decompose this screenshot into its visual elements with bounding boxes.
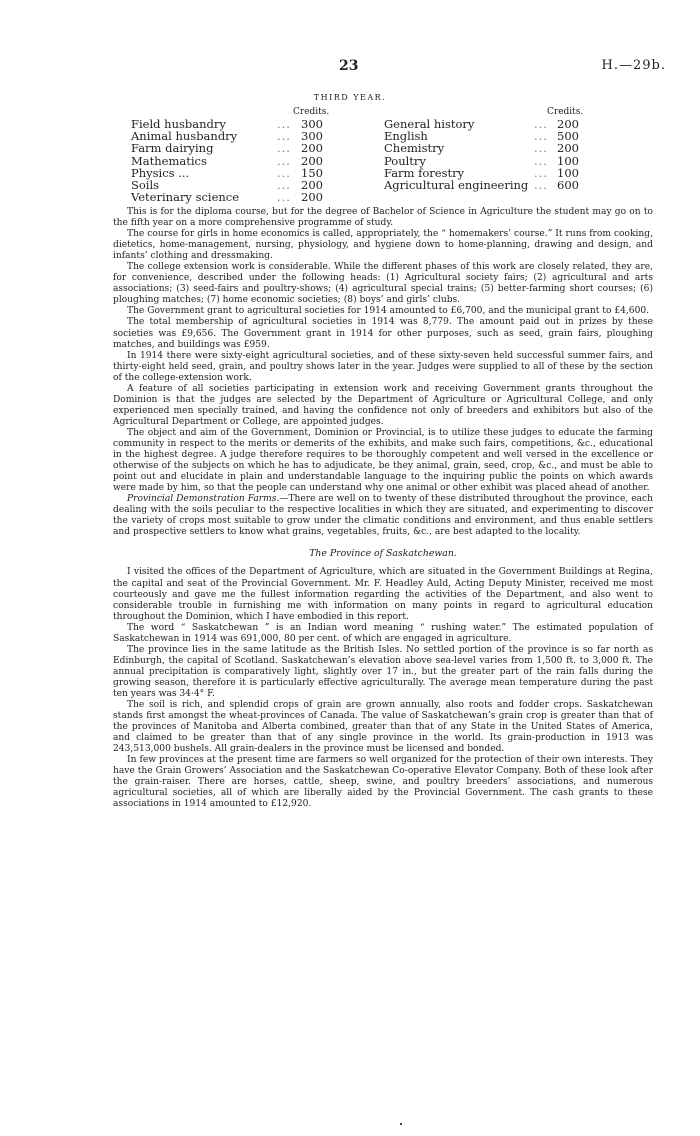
subject-name: Chemistry [384,141,445,156]
credit-value: 100 [557,165,579,180]
paragraph: In few provinces at the present time are farmers so well organized for the protection of their own interests. They have the Grain Growers’ Association and the Saskatchewan Co-operative Elevator Company. Both of these look after the grain-raiser. There are horses, cattle, sheep, swine, and poultry breeders’ associations, and numerous agricultural societies, all of which are liberally aided by the Provincial Government. The cash grants to these associations in 1914 amounted to £12,920. [113,755,653,810]
subject-name: Physics ... [131,165,190,180]
paragraph: A feature of all societies participating in extension work and receiving Government grants throughout the Dominion is that the judges are selected by the Department of Agriculture or Agricultural College, and only experienced men specially trained, and having the confidence not only of breeders and exhibitors but also of the Agricultural Department or College, are appointed judges. [113,383,653,427]
page-header [0,58,700,78]
leader-dots: ... [534,177,548,192]
subject-name: Veterinary science [131,190,240,205]
leader-dots: ... [277,117,291,131]
leader-dots: ... [277,153,291,168]
leader-dots: ... [277,129,291,144]
credit-value: 150 [301,165,323,180]
credit-value: 100 [557,153,579,168]
subject-name: Soils [131,177,160,192]
leader-dots: ... [534,153,548,168]
page-number: 23 [339,58,359,74]
credit-value: 200 [301,190,323,205]
subject-name: Animal husbandry [131,129,238,144]
leader-dots: ... [534,129,548,144]
leader-dots: ... [277,190,291,205]
paragraph-text: —There are well on to twenty of these distributed throughout the province, each dealing with the soils peculiar to the respective localities in which they are situated, and experimenting to discover the variety of crops most suitable to grow under the climatic conditions and environment, and thus enable settlers and prospective settlers to know what grains, vegetables, fruits, &c., are best adapted to the locality. [113,494,653,538]
subject-name: Farm dairying [131,141,214,156]
paragraph: The course for girls in home economics is called, appropriately, the “ homemakers’ course.” It runs from cooking, dietetics, home-management, nursing, physiology, and hygiene down to home-planning, drawing and design, and infants’ clothing and dressmaking. [113,229,653,262]
subject-name: Agricultural engineering [384,177,529,192]
subject-name: Poultry [384,153,426,168]
credit-value: 200 [557,117,579,131]
paragraph: This is for the diploma course, but for the degree of Bachelor of Science in Agriculture the student may go on to the fifth year on a more comprehensive programme of study. [113,207,653,229]
credits-label-left: Credits. [293,107,330,117]
paragraph: The word “ Saskatchewan ” is an Indian word meaning “ rushing water.” The estimated population of Saskatchewan in 1914 was 691,000, 80 per cent. of which are engaged in agriculture. [113,622,653,644]
paragraph-demonstration-farms [113,494,653,538]
credit-value: 500 [557,129,579,144]
subject-name: Farm forestry [384,165,465,180]
table-row [384,179,604,191]
paragraph: The Government grant to agricultural societies for 1914 amounted to £6,700, and the municipal grant to £4,600. [127,306,650,317]
table-row [131,142,331,154]
body-text [113,207,653,810]
credit-value: 200 [301,177,323,192]
leader-dots: ... [277,177,291,192]
paragraph: The object and aim of the Government, Dominion or Provincial, is to utilize these judges to educate the farming community in respect to the merits or demerits of the exhibits, and make such fairs, competitions, &c., educational in the highest degree. A judge therefore requires to be thoroughly competent and well versed in the excellence or otherwise of the subjects on which he has to adjudicate, be they animal, grain, seed, crop, &c., and must be able to point out and elucidate in plain and understandable language to the inquiring public the points on which awards were made by him, so that the people can understand why one animal or other exhibit was placed ahead of another. [113,427,653,494]
leader-dots: ... [534,117,548,131]
leader-dots: ... [534,141,548,156]
table-row [384,142,604,154]
paragraph: The province lies in the same latitude as the British Isles. No settled portion of the province is so far north as Edinburgh, the capital of Scotland. Saskatchewan’s elevation above sea-level varies from 1,500 ft. to 3,000 ft. The annual precipitation is comparatively light, slightly over 17 in., but the greater part of the rain falls during the growing season, therefore it is particularly effective agriculturally. The average mean temperature during the past ten years was 34·4° F. [113,644,653,699]
document-reference: H.—29b. [601,58,666,73]
subject-name: English [384,129,428,144]
table-row [131,191,331,203]
paragraph: I visited the offices of the Department of Agriculture, which are situated in the Government Buildings at Regina, the capital and seat of the Provincial Government. Mr. F. Headley Auld, Acting Deputy Minister, received me most courteously and gave me the fullest information regarding the activities of the Department, and also went to considerable trouble in furnishing me with information on many points in regard to agricultural education throughout the Dominion, which I have embodied in this report. [113,567,653,622]
leader-dots: ... [277,141,291,156]
leader-dots: ... [534,165,548,180]
credit-value: 200 [557,141,579,156]
credits-table-right [384,118,604,191]
credits-label-right: Credits. [547,107,584,117]
credit-value: 300 [301,117,323,131]
paragraph: The soil is rich, and splendid crops of grain are grown annually, also roots and fodder crops. Saskatchewan stands first amongst the wheat-provinces of Canada. The value of Saskatchewan’s grain crop is greater than that of the provinces of Manitoba and Alberta combined, greater than that of any State in the United States of America, and claimed to be greater than that of any single province in the world. Its grain-production in 1913 was 243,513,000 bushels. All grain-dealers in the province must be licensed and bonded. [113,700,653,755]
credit-value: 600 [557,177,579,192]
credits-table-left [131,118,331,203]
paragraph: The total membership of agricultural societies in 1914 was 8,779. The amount paid out in prizes by these societies was £9,656. The Government grant in 1914 for other purposes, such as seed, grain fairs, ploughing matches, and buildings was £959. [113,317,653,350]
subject-name: General history [384,117,475,131]
subject-name: Mathematics [131,153,207,168]
table-row [384,155,604,167]
leader-dots: ... [277,165,291,180]
credit-value: 300 [301,129,323,144]
table-heading: THIRD YEAR. [313,93,387,102]
credit-value: 200 [301,141,323,156]
paragraph: In 1914 there were sixty-eight agricultural societies, and of these sixty-seven held successful summer fairs, and thirty-eight held seed, grain, and poultry shows later in the year. Judges were supplied to all of these by the section of the college-extension work. [113,350,653,383]
paragraph: The college extension work is considerable. While the different phases of this work are closely related, they are, for convenience, described under the following heads: (1) Agricultural society fairs; (2) agricultural and arts associations; (3) seed-fairs and poultry-shows; (4) agricultural special trains; (5) better-farming short courses; (6) ploughing matches; (7) home economic societies; (8) boys’ and girls’ clubs. [113,262,653,306]
credit-value: 200 [301,153,323,168]
printer-mark [400,1123,402,1125]
run-in-title: Provincial Demonstration Farms. [127,494,280,505]
subject-name: Field husbandry [131,117,226,131]
section-heading: The Province of Saskatchewan. [309,548,457,560]
table-row [131,155,331,167]
